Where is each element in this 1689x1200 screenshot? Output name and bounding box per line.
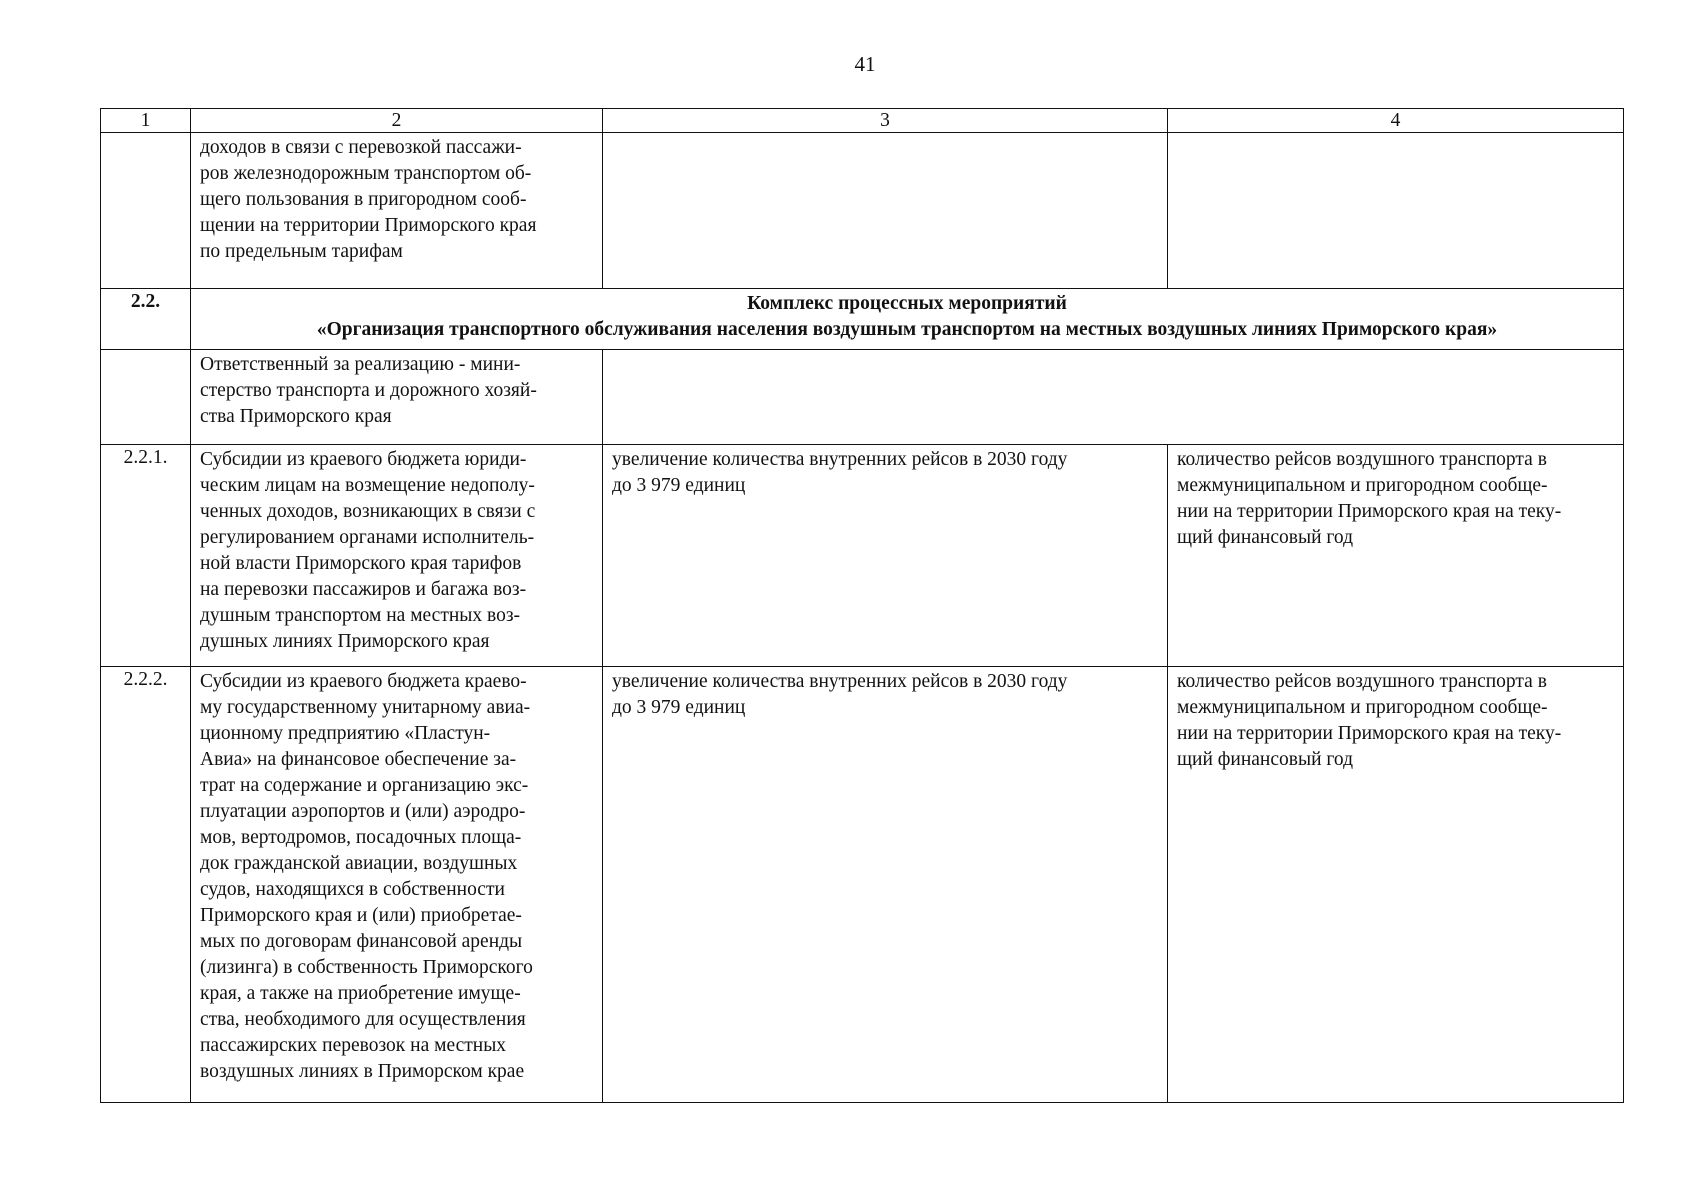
indicator-text: количество рейсов воздушного транспорта в межмуниципальном и пригородном сообще- нии на территории Приморского края на теку- щий финансовый год bbox=[1177, 671, 1562, 770]
responsible-cell bbox=[191, 350, 603, 445]
row-number-cell bbox=[101, 350, 191, 445]
measure-name-cell bbox=[191, 133, 603, 289]
measure-name-text: Субсидии из краевого бюджета юриди- ческим лицам на возмещение недополу- ченных доходов, возникающих в связи с регулированием органами исполнитель- ной власти Приморского края тарифов на перевозки пассажиров и багажа воз- душным транспортом на местных воз- душных линиях Приморского края bbox=[200, 449, 536, 652]
column-number-2: 2 bbox=[191, 109, 603, 133]
column-number-row bbox=[101, 109, 1624, 133]
section-number: 2.2. bbox=[101, 289, 191, 350]
measures-table bbox=[100, 108, 1624, 1103]
table-row-2-2-2 bbox=[101, 667, 1624, 1103]
indicator-cell bbox=[1168, 133, 1624, 289]
measure-name-text: доходов в связи с перевозкой пассажи- ров железнодорожным транспортом об- щего пользования в пригородном сооб- щении на территории Приморского края по предельным тарифам bbox=[200, 137, 537, 262]
indicator-cell bbox=[1168, 445, 1624, 667]
responsible-merged-cell bbox=[603, 350, 1624, 445]
page-number: 41 bbox=[854, 52, 876, 76]
item-number-2-2-1: 2.2.1. bbox=[101, 445, 191, 667]
column-number-4: 4 bbox=[1168, 109, 1624, 133]
result-text: увеличение количества внутренних рейсов в 2030 году до 3 979 единиц bbox=[612, 449, 1068, 496]
result-text: увеличение количества внутренних рейсов в 2030 году до 3 979 единиц bbox=[612, 671, 1068, 718]
result-cell bbox=[603, 667, 1168, 1103]
result-cell bbox=[603, 133, 1168, 289]
item-number-2-2-2: 2.2.2. bbox=[101, 667, 191, 1103]
measure-name-text: Субсидии из краевого бюджета краево- му государственному унитарному авиа- ционному предприятию «Пластун- Авиа» на финансовое обеспечение за- трат на содержание и организацию экс- плуатации аэропортов и (или) аэродро- мов, вертодромов, посадочных площа- док гражданской авиации, воздушных судов, находящихся в собственности Приморского края и (или) приобретае- мых по договорам финансовой аренды (лизинга) в собственность Приморского края, а также на приобретение имуще- ства, необходимого для осуществления пассажирских перевозок на местных воздушных линиях в Приморском крае bbox=[200, 671, 533, 1082]
table-row-2-2-1 bbox=[101, 445, 1624, 667]
column-number-3: 3 bbox=[603, 109, 1168, 133]
indicator-text: количество рейсов воздушного транспорта в межмуниципальном и пригородном сообще- нии на территории Приморского края на теку- щий финансовый год bbox=[1177, 449, 1562, 548]
section-title bbox=[191, 289, 1624, 350]
row-number-cell bbox=[101, 133, 191, 289]
result-cell bbox=[603, 445, 1168, 667]
measure-name-cell bbox=[191, 667, 603, 1103]
indicator-cell bbox=[1168, 667, 1624, 1103]
measure-name-cell bbox=[191, 445, 603, 667]
column-number-1: 1 bbox=[101, 109, 191, 133]
section-title-line-2: «Организация транспортного обслуживания населения воздушным транспортом на местных воздушных линиях Приморского края» bbox=[316, 319, 1498, 340]
responsible-text: Ответственный за реализацию - мини- стерство транспорта и дорожного хозяй- ства Приморского края bbox=[200, 354, 537, 427]
table-row-responsible bbox=[101, 350, 1624, 445]
table-row-continuation bbox=[101, 133, 1624, 289]
section-title-line-1: Комплекс процессных мероприятий bbox=[747, 293, 1067, 314]
table-row-section-2-2 bbox=[101, 289, 1624, 350]
